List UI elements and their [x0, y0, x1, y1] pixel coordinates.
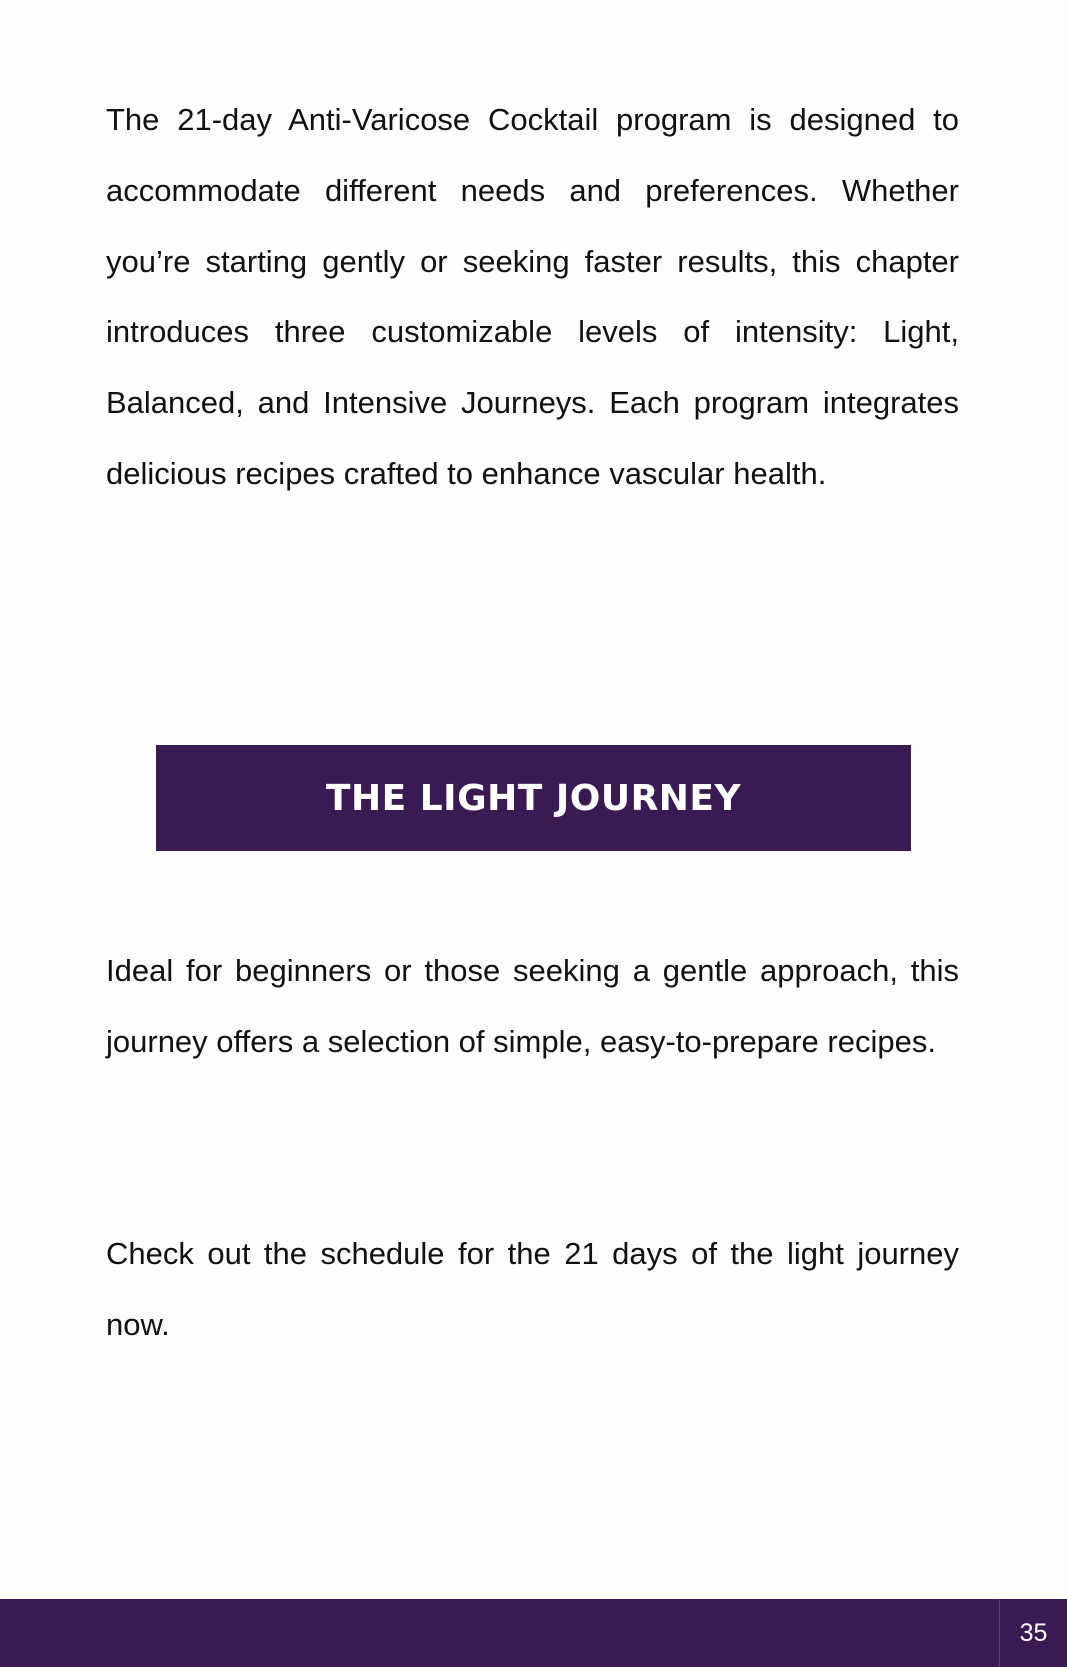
section-description: Ideal for beginners or those seeking a gentle approach, this journey offers a selection of simple, easy-to-prepare recipes.: [106, 953, 959, 1059]
page-number: 35: [1019, 1618, 1048, 1647]
page-number-box: [999, 1599, 1067, 1667]
footer-bar: [0, 1599, 1067, 1667]
intro-paragraph: The 21-day Anti-Varicose Cocktail program is designed to accommodate different needs and preferences. Whether you’re starting gently or seeking faster results, this chapter introduces three customizable levels of intensity: Light, Balanced, and Intensive Journeys. Each program integrates delicious recipes crafted to enhance vascular health.: [106, 102, 959, 491]
schedule-call-to-action: Check out the schedule for the 21 days of the light journey now.: [106, 1236, 959, 1342]
section-banner: [156, 745, 911, 851]
section-title: THE LIGHT JOURNEY: [325, 777, 742, 819]
